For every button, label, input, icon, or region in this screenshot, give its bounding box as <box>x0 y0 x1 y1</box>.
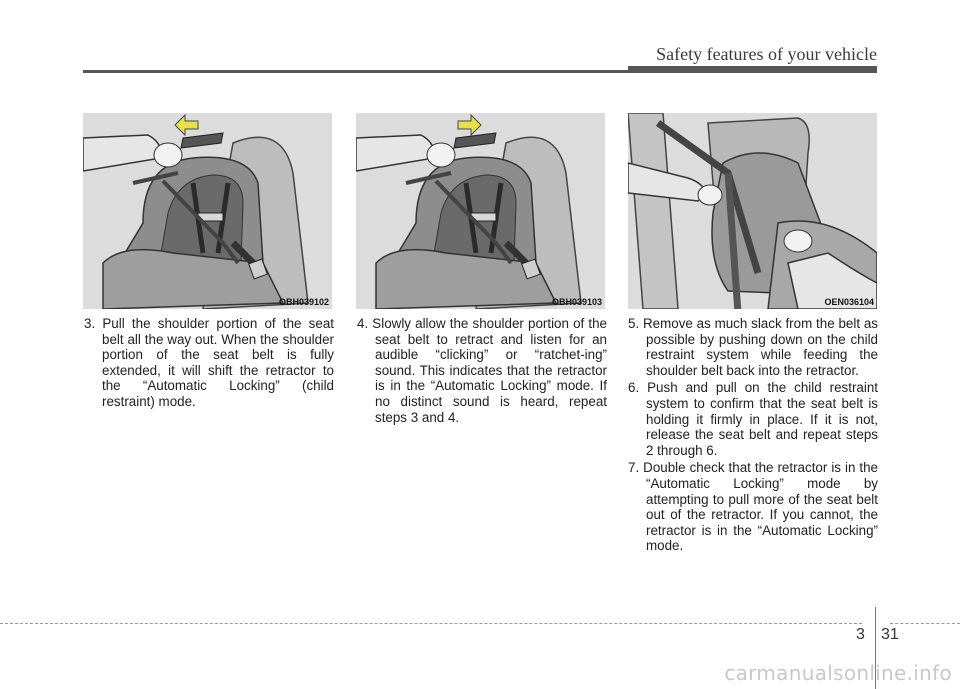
child-seat-illustration-1 <box>83 113 332 309</box>
figure-3 <box>628 113 877 309</box>
figure-code: OBH039103 <box>551 297 602 307</box>
watermark: carmanualsonline.info <box>724 661 952 685</box>
figure-2 <box>356 113 605 309</box>
column-2 <box>357 316 607 427</box>
step-3: 3. Pull the shoulder portion of the seat belt all the way out. When the shoulder portion of the seat belt is fully extended, it will shift the retractor to the “Automatic Locking” (child restraint) mode. <box>84 316 334 409</box>
figure-code: OBH039102 <box>278 297 329 307</box>
figure-code: OEN036104 <box>824 297 874 307</box>
footer-dashed-rule <box>0 623 862 624</box>
child-seat-illustration-2 <box>356 113 605 309</box>
chapter-number: 3 <box>856 626 865 643</box>
page-number: 31 <box>881 626 899 643</box>
header-title: Safety features of your vehicle <box>656 44 877 64</box>
header-rule <box>83 70 877 73</box>
step-5: 5. Remove as much slack from the belt as possible by pushing down on the child restraint system while feeding the shoulder belt back into the retractor. <box>628 316 878 378</box>
footer-dashed-rule-right <box>890 623 960 624</box>
step-4: 4. Slowly allow the shoulder portion of the seat belt to retract and listen for an audible “clicking” or “ratchet-ing” sound. This indicates that the retractor is in the “Automatic Locking” mode. If no distinct sound is heard, repeat steps 3 and 4. <box>357 316 607 425</box>
column-1 <box>84 316 334 412</box>
step-6: 6. Push and pull on the child restraint system to confirm that the seat belt is holding it firmly in place. If it is not, release the seat belt and repeat steps 2 through 6. <box>628 380 878 458</box>
step-7: 7. Double check that the retractor is in the “Automatic Locking” mode by attempting to pull more of the seat belt out of the retractor. If you cannot, the retractor is in the “Automatic Locking” mode. <box>628 460 878 554</box>
figure-1 <box>83 113 332 309</box>
column-3 <box>628 316 878 556</box>
child-seat-illustration-3 <box>628 113 877 309</box>
